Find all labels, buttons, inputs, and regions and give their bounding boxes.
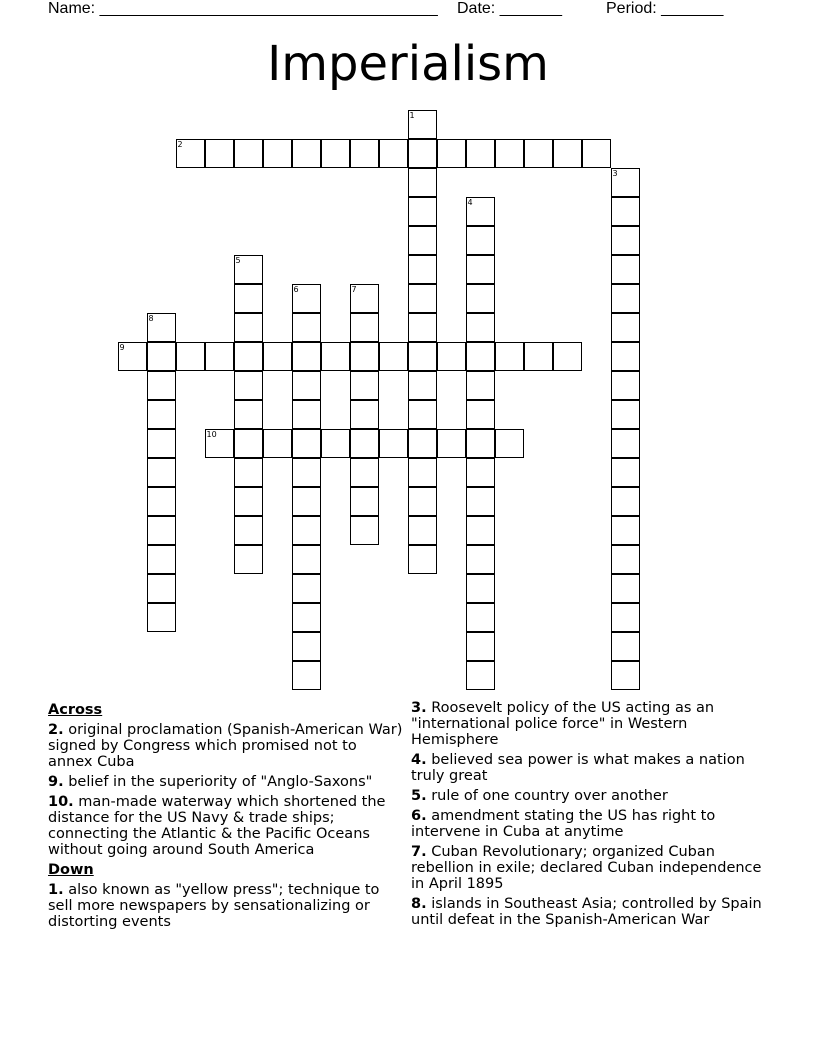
- clue-number: 7: [351, 284, 357, 294]
- grid-cell[interactable]: [292, 632, 321, 661]
- grid-cell[interactable]: [466, 371, 495, 400]
- grid-cell[interactable]: [437, 139, 466, 168]
- grid-cell[interactable]: [350, 458, 379, 487]
- grid-cell[interactable]: [292, 429, 321, 458]
- grid-cell[interactable]: [611, 342, 640, 371]
- grid-cell[interactable]: [408, 139, 437, 168]
- grid-cell[interactable]: [611, 226, 640, 255]
- clue-item-text: amendment stating the US has right to intervene in Cuba at anytime: [411, 808, 716, 840]
- grid-cell[interactable]: [234, 516, 263, 545]
- clue-number: 8: [148, 313, 154, 323]
- grid-cell[interactable]: [147, 342, 176, 371]
- grid-cell[interactable]: [147, 429, 176, 458]
- clue-item-number: 2.: [48, 722, 64, 738]
- grid-cell[interactable]: [292, 342, 321, 371]
- grid-cell[interactable]: [205, 342, 234, 371]
- clue-item-number: 7.: [411, 844, 427, 860]
- grid-cell[interactable]: [379, 139, 408, 168]
- grid-cell[interactable]: [408, 255, 437, 284]
- grid-cell[interactable]: [408, 284, 437, 313]
- grid-cell[interactable]: [350, 429, 379, 458]
- grid-cell[interactable]: [292, 458, 321, 487]
- grid-cell[interactable]: [147, 574, 176, 603]
- down-clue-list-continued: [411, 700, 771, 928]
- grid-cell[interactable]: [611, 458, 640, 487]
- clue-item: [411, 896, 771, 928]
- grid-cell[interactable]: [466, 284, 495, 313]
- grid-cell[interactable]: [466, 429, 495, 458]
- grid-cell[interactable]: [350, 516, 379, 545]
- grid-cell[interactable]: [611, 400, 640, 429]
- grid-cell[interactable]: [611, 661, 640, 690]
- grid-cell[interactable]: [524, 139, 553, 168]
- grid-cell[interactable]: [466, 400, 495, 429]
- grid-cell[interactable]: [466, 545, 495, 574]
- grid-cell[interactable]: [611, 284, 640, 313]
- grid-cell[interactable]: [611, 313, 640, 342]
- grid-cell[interactable]: [234, 139, 263, 168]
- grid-cell[interactable]: [321, 342, 350, 371]
- grid-cell[interactable]: [234, 400, 263, 429]
- grid-cell[interactable]: [466, 458, 495, 487]
- grid-cell[interactable]: [466, 661, 495, 690]
- grid-cell[interactable]: [234, 487, 263, 516]
- grid-cell[interactable]: [350, 139, 379, 168]
- clues-right-column: [411, 700, 771, 932]
- grid-cell[interactable]: [118, 342, 147, 371]
- grid-cell[interactable]: [466, 632, 495, 661]
- clue-number: 3: [612, 168, 618, 178]
- clue-item: [48, 722, 403, 770]
- down-heading: Down: [48, 862, 94, 878]
- grid-cell[interactable]: [582, 139, 611, 168]
- clue-item-number: 8.: [411, 896, 427, 912]
- grid-cell[interactable]: [408, 313, 437, 342]
- grid-cell[interactable]: [263, 429, 292, 458]
- grid-cell[interactable]: [292, 603, 321, 632]
- grid-cell[interactable]: [147, 487, 176, 516]
- down-clue-list: [48, 882, 403, 930]
- grid-cell[interactable]: [292, 545, 321, 574]
- grid-cell[interactable]: [234, 313, 263, 342]
- grid-cell[interactable]: [234, 458, 263, 487]
- grid-cell[interactable]: [350, 400, 379, 429]
- period-field[interactable]: Period: _______: [606, 0, 724, 17]
- clue-number: 6: [293, 284, 299, 294]
- grid-cell[interactable]: [611, 168, 640, 197]
- grid-cell[interactable]: [408, 400, 437, 429]
- grid-cell[interactable]: [321, 429, 350, 458]
- grid-cell[interactable]: [147, 371, 176, 400]
- grid-cell[interactable]: [611, 574, 640, 603]
- grid-cell[interactable]: [611, 197, 640, 226]
- grid-cell[interactable]: [379, 429, 408, 458]
- clues-left-column: [48, 700, 403, 934]
- clue-number: 2: [177, 139, 183, 149]
- grid-cell[interactable]: [292, 516, 321, 545]
- clue-item-number: 4.: [411, 752, 427, 768]
- grid-cell[interactable]: [553, 342, 582, 371]
- grid-cell[interactable]: [466, 516, 495, 545]
- grid-cell[interactable]: [263, 342, 292, 371]
- grid-cell[interactable]: [350, 313, 379, 342]
- grid-cell[interactable]: [147, 400, 176, 429]
- grid-cell[interactable]: [408, 429, 437, 458]
- grid-cell[interactable]: [466, 226, 495, 255]
- clue-item-text: islands in Southeast Asia; controlled by Spain until defeat in the Spanish-American War: [411, 896, 762, 928]
- grid-cell[interactable]: [408, 110, 437, 139]
- grid-cell[interactable]: [495, 429, 524, 458]
- grid-cell[interactable]: [611, 487, 640, 516]
- grid-cell[interactable]: [205, 139, 234, 168]
- grid-cell[interactable]: [466, 603, 495, 632]
- grid-cell[interactable]: [176, 342, 205, 371]
- clue-item: [48, 882, 403, 930]
- grid-cell[interactable]: [408, 226, 437, 255]
- grid-cell[interactable]: [611, 371, 640, 400]
- grid-cell[interactable]: [263, 139, 292, 168]
- grid-cell[interactable]: [495, 139, 524, 168]
- clue-number: 10: [206, 429, 217, 439]
- grid-cell[interactable]: [147, 458, 176, 487]
- clue-item: [411, 808, 771, 840]
- clue-item-number: 9.: [48, 774, 64, 790]
- grid-cell[interactable]: [234, 255, 263, 284]
- across-heading: Across: [48, 702, 103, 718]
- clue-number: 9: [119, 342, 125, 352]
- grid-cell[interactable]: [437, 342, 466, 371]
- grid-cell[interactable]: [292, 139, 321, 168]
- grid-cell[interactable]: [466, 342, 495, 371]
- clue-item: [48, 794, 403, 858]
- clue-number: 4: [467, 197, 473, 207]
- grid-cell[interactable]: [292, 371, 321, 400]
- grid-cell[interactable]: [292, 400, 321, 429]
- clue-item-text: belief in the superiority of "Anglo-Saxons": [63, 774, 373, 790]
- clue-item-text: original proclamation (Spanish-American War) signed by Congress which promised not to annex Cuba: [48, 722, 403, 770]
- date-field[interactable]: Date: _______: [457, 0, 562, 17]
- clue-item: [411, 844, 771, 892]
- grid-cell[interactable]: [466, 139, 495, 168]
- grid-cell[interactable]: [408, 545, 437, 574]
- grid-cell[interactable]: [611, 516, 640, 545]
- grid-cell[interactable]: [553, 139, 582, 168]
- clue-item-text: Cuban Revolutionary; organized Cuban rebellion in exile; declared Cuban independence in April 1895: [411, 844, 762, 892]
- grid-cell[interactable]: [611, 255, 640, 284]
- clue-number: 1: [409, 110, 415, 120]
- across-clue-list: [48, 722, 403, 858]
- grid-cell[interactable]: [524, 342, 553, 371]
- grid-cell[interactable]: [437, 429, 466, 458]
- grid-cell[interactable]: [234, 429, 263, 458]
- clue-item-number: 6.: [411, 808, 427, 824]
- grid-cell[interactable]: [408, 168, 437, 197]
- grid-cell[interactable]: [350, 342, 379, 371]
- grid-cell[interactable]: [292, 313, 321, 342]
- grid-cell[interactable]: [234, 371, 263, 400]
- grid-cell[interactable]: [408, 487, 437, 516]
- clue-item-text: man-made waterway which shortened the distance for the US Navy & trade ships; connecting the Atlantic & the Pacific Oceans without going around South America: [48, 794, 386, 858]
- clue-item-text: Roosevelt policy of the US acting as an "international police force" in Western Hemisphere: [411, 700, 715, 748]
- clue-item-number: 1.: [48, 882, 64, 898]
- grid-cell[interactable]: [234, 342, 263, 371]
- grid-cell[interactable]: [292, 284, 321, 313]
- clue-item: [48, 774, 403, 790]
- grid-cell[interactable]: [292, 574, 321, 603]
- grid-cell[interactable]: [611, 603, 640, 632]
- clue-item: [411, 700, 771, 748]
- clue-item-number: 5.: [411, 788, 427, 804]
- grid-cell[interactable]: [611, 632, 640, 661]
- grid-cell[interactable]: [466, 197, 495, 226]
- grid-cell[interactable]: [408, 458, 437, 487]
- clue-item-number: 10.: [48, 794, 74, 810]
- grid-cell[interactable]: [408, 371, 437, 400]
- grid-cell[interactable]: [466, 255, 495, 284]
- grid-cell[interactable]: [321, 139, 350, 168]
- grid-cell[interactable]: [234, 284, 263, 313]
- grid-cell[interactable]: [611, 429, 640, 458]
- grid-cell[interactable]: [205, 429, 234, 458]
- grid-cell[interactable]: [466, 313, 495, 342]
- name-field[interactable]: Name: ______________________________________: [48, 0, 438, 17]
- grid-cell[interactable]: [466, 487, 495, 516]
- clue-number: 5: [235, 255, 241, 265]
- grid-cell[interactable]: [147, 313, 176, 342]
- grid-cell[interactable]: [466, 574, 495, 603]
- grid-cell[interactable]: [292, 661, 321, 690]
- grid-cell[interactable]: [495, 342, 524, 371]
- grid-cell[interactable]: [350, 284, 379, 313]
- grid-cell[interactable]: [147, 545, 176, 574]
- clue-item-text: also known as "yellow press"; technique to sell more newspapers by sensationalizing or distorting events: [48, 882, 380, 930]
- grid-cell[interactable]: [147, 603, 176, 632]
- clue-item-text: rule of one country over another: [426, 788, 668, 804]
- grid-cell[interactable]: [350, 371, 379, 400]
- grid-cell[interactable]: [379, 342, 408, 371]
- clue-item: [411, 752, 771, 784]
- clue-item-text: believed sea power is what makes a nation truly great: [411, 752, 745, 784]
- grid-cell[interactable]: [176, 139, 205, 168]
- grid-cell[interactable]: [408, 516, 437, 545]
- grid-cell[interactable]: [408, 342, 437, 371]
- clue-item-number: 3.: [411, 700, 427, 716]
- grid-cell[interactable]: [234, 545, 263, 574]
- grid-cell[interactable]: [611, 545, 640, 574]
- clue-item: [411, 788, 771, 804]
- grid-cell[interactable]: [408, 197, 437, 226]
- page-title: Imperialism: [267, 36, 549, 92]
- grid-cell[interactable]: [292, 487, 321, 516]
- grid-cell[interactable]: [350, 487, 379, 516]
- grid-cell[interactable]: [147, 516, 176, 545]
